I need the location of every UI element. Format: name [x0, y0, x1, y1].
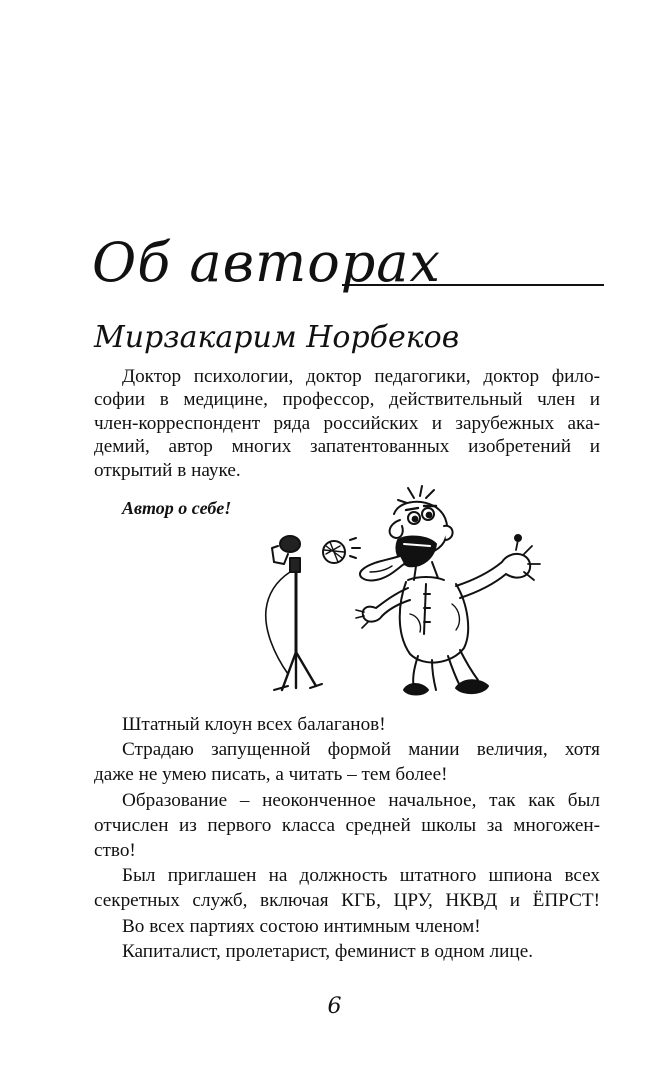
bio-line: софии в медицине, профессор, действительный член и	[94, 389, 600, 411]
page-number: 6	[327, 994, 342, 1019]
self-line: даже не умею писать, а читать – тем более!	[94, 764, 448, 786]
self-line: ство!	[94, 840, 136, 862]
sound-lines	[350, 538, 360, 558]
self-line: секретных служб, включая КГБ, ЦРУ, НКВД и ЁПРСТ!	[94, 890, 600, 912]
self-line: отчислен из первого класса средней школы за многожен-	[94, 814, 600, 836]
self-line: Капиталист, пролетарист, феминист в одном лице.	[122, 940, 534, 962]
self-section-heading: Автор о себе!	[122, 498, 232, 518]
hand-microphone	[323, 541, 345, 563]
cartoon-man	[356, 486, 540, 695]
bio-line: демий, автор многих запатентованных изобретений и	[94, 436, 600, 458]
self-line: Страдаю запущенной формой мании величия, хотя	[122, 739, 600, 761]
cartoon-singer-illustration	[238, 484, 558, 704]
microphone-stand	[266, 536, 322, 690]
chapter-title: Об авторах	[92, 231, 441, 294]
self-line: Штатный клоун всех балаганов!	[122, 714, 386, 735]
chapter-title-rule	[342, 284, 604, 286]
self-line: Образование – неоконченное начальное, так как был	[122, 789, 600, 811]
self-line: Во всех партиях состою интимным членом!	[122, 915, 481, 937]
bio-line: открытий в науке.	[94, 459, 241, 481]
author-name: Мирзакарим Норбеков	[94, 320, 460, 355]
author-bio	[94, 365, 600, 482]
chapter-heading	[92, 228, 612, 298]
self-line: Был приглашен на должность штатного шпиона всех	[122, 865, 600, 887]
bio-line: Доктор психологии, доктор педагогики, доктор фило-	[122, 366, 600, 387]
bio-line: член-корреспондент ряда российских и зарубежных ака-	[94, 412, 600, 434]
self-description	[94, 712, 600, 964]
